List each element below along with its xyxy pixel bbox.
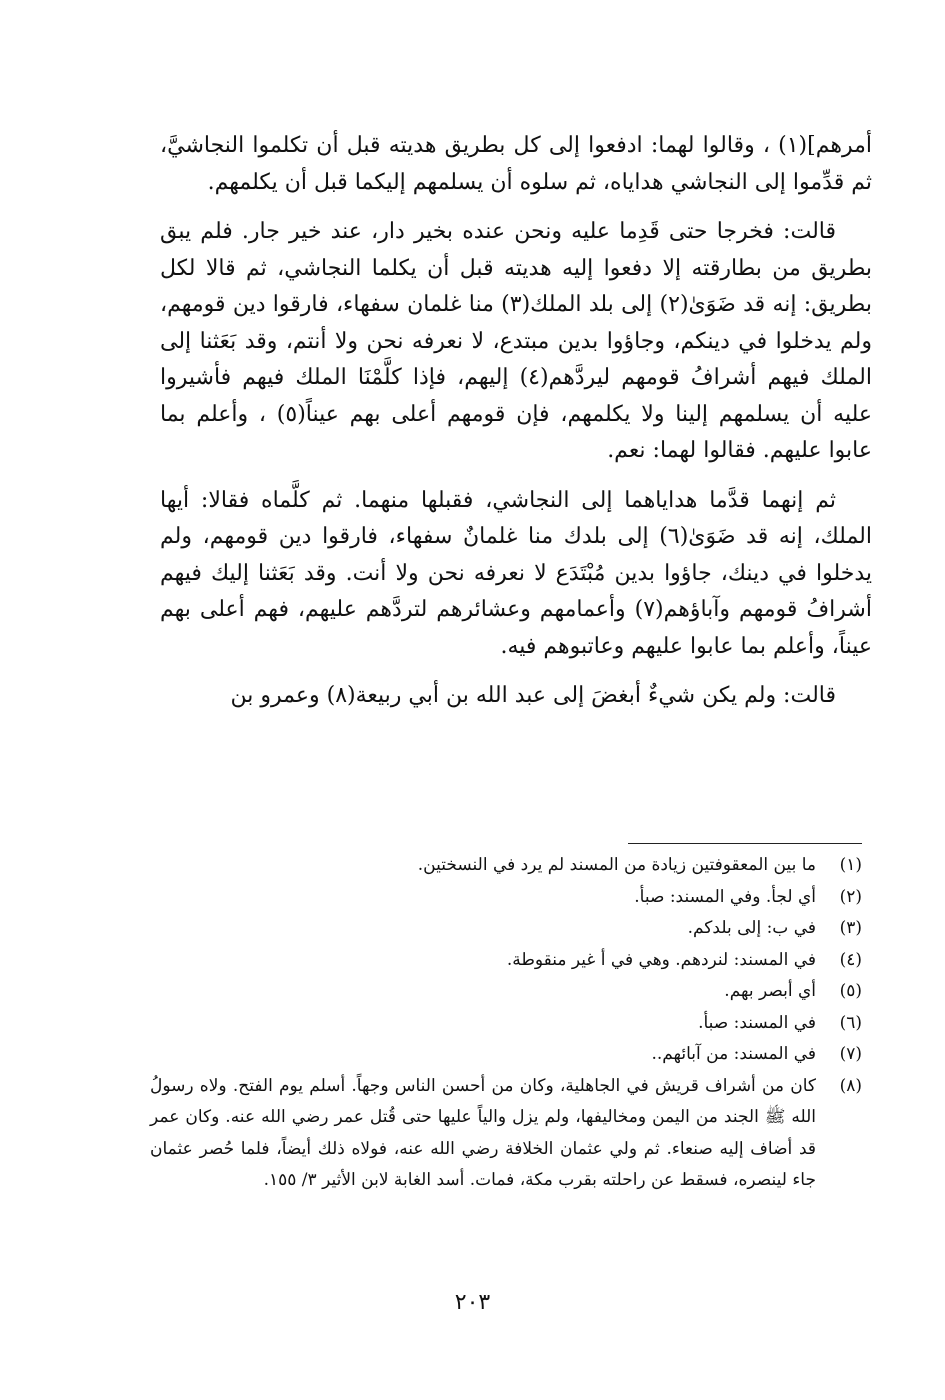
paragraph: أمرهم](١) ، وقالوا لهما: ادفعوا إلى كل بطريق هديته قبل أن تكلموا النجاشيَّ، ثم قدِّموا إلى النجاشي هداياه، ثم سلوه أن يسلمهم إليكما قبل أن يكلمهم. [160,133,872,195]
footnote [150,1071,862,1197]
footnote-text: أي أبصر بهم. [724,981,816,1001]
paragraph: ثم إنهما قدَّما هداياهما إلى النجاشي، فقبلها منهما. ثم كلَّماه فقالا: أيها الملك، إنه قد ضَوَىٰ(٦) إلى بلدك منا غلمانٌ سفهاء، فارقوا دين قومهم، ولم يدخلوا في دينك، جاؤوا بدين مُبْتَدَع لا نعرفه نحن ولا أنت. وقد بَعَثنا إليك فيهم أشرافُ قومهم وآباؤهم(٧) وأعمامهم وعشائرهم لتردَّهم عليهم، فهم أعلى بهم عيناً، وأعلم بما عابوا عليهم وعاتبوهم فيه. [160,487,872,659]
footnote [150,913,862,945]
footnote [150,850,862,882]
footnote-text: في المسند: من آبائهم.. [651,1044,816,1064]
footnote-number: (١) [839,855,862,875]
footnote-number: (٥) [839,981,862,1001]
paragraph: قالت: ولم يكن شيءٌ أبغضَ إلى عبد الله بن أبي ربيعة(٨) وعمرو بن [230,683,836,708]
footnotes-list [150,850,862,1197]
footnote-text: في المسند: صبأ. [698,1012,816,1033]
footnote-number: (٣) [839,918,862,938]
footnote-number: (٧) [839,1044,862,1064]
main-text [160,128,872,728]
footnote-number: (٢) [839,886,862,907]
footnote-number: (٦) [839,1012,862,1033]
footnote-number: (٨) [839,1075,862,1096]
footnote-separator [628,843,862,844]
footnote-text: في ب: إلى بلدكم. [687,918,816,938]
footnote [150,945,862,977]
footnote [150,882,862,914]
paragraph: قالت: فخرجا حتى قَدِما عليه ونحن عنده بخير دار، عند خير جار. فلم يبق بطريق من بطارقته إلا دفعوا إليه هديته قبل أن يكلما النجاشي، ثم قالا لكل بطريق: إنه قد ضَوَىٰ(٢) إلى بلد الملك(٣) منا غلمان سفهاء، فارقوا دين قومهم، ولم يدخلوا في دينكم، وجاؤوا بدين مبتدع، لا نعرفه نحن ولا أنتم، وقد بَعَثنا إلى الملك فيهم أشرافُ قومهم ليردَّهم(٤) إليهم، فإذا كلَّمْنَا الملك فيهم فأشيروا عليه أن يسلمهم إلينا ولا يكلمهم، فإن قومهم أعلى بهم عيناً(٥) ، وأعلم بما عابوا عليهم. فقالوا لهما: نعم. [160,219,873,463]
footnote-text: كان من أشراف قريش في الجاهلية، وكان من أحسن الناس وجهاً. أسلم يوم الفتح. ولاه رسولُ الله ﷺ الجند من اليمن ومخاليفها، ولم يزل والياً عليها حتى قُتل عمر رضي الله عنه. وكان عمر قد أضاف إليه صنعاء. ثم ولي عثمان الخلافة رضي الله عنه، فولاه ذلك أيضاً، فلما حُصر عثمان جاء لينصره، فسقط عن راحلته بقرب مكة، فمات. أسد الغابة لابن الأثير ٣/ ١٥٥. [150,1075,816,1190]
page-number: ٢٠٣ [454,1290,491,1315]
footnote-text: ما بين المعقوفتين زيادة من المسند لم يرد في النسختين. [417,855,816,875]
footnote [150,1039,862,1071]
footnote [150,976,862,1008]
footnote-text: أي لجأ. وفي المسند: صبأ. [634,886,816,907]
footnote-text: في المسند: لنردهم. وهي في أ غير منقوطة. [506,949,816,970]
footnote-number: (٤) [839,949,862,970]
footnote [150,1008,862,1040]
